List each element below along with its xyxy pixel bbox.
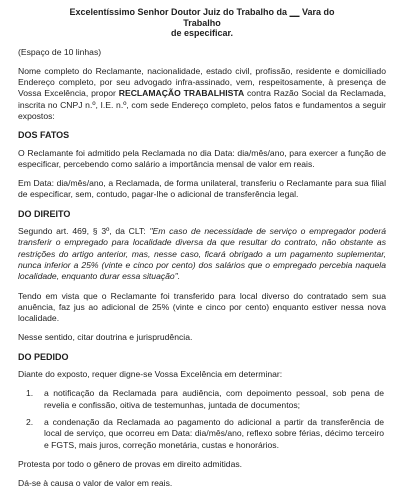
header-line1-prefix: Excelentíssimo Senhor Doutor Juiz do Trabalho da: [69, 7, 290, 17]
law-paragraph-1: [18, 226, 386, 282]
section-title-law: DO DIREITO: [18, 208, 71, 219]
law-paragraph-3: Nesse sentido, citar doutrina e jurisprudência.: [18, 332, 193, 343]
space-note: (Espaço de 10 linhas): [18, 46, 102, 57]
facts-paragraph-2: Em Data: dia/mês/ano, a Reclamada, de forma unilateral, transferiu o Reclamante para sua filial de especificar, sem, contudo, pagar-lhe o adicional de transferência legal.: [18, 178, 386, 200]
request-list: [18, 388, 386, 450]
list-item-number: 1.: [26, 388, 34, 399]
header-line2: de especificar.: [170, 28, 234, 38]
document-header: [18, 7, 386, 39]
header-line1-suffix: Vara do Trabalho: [183, 7, 335, 28]
intro-text-2: contra Razão Social da Reclamada, inscrita no CNPJ n.º, I.E. n.º, com sede Endereço completo, pelos fatos e fundamentos a seguir expostos:: [18, 88, 386, 121]
list-item-text: a notificação da Reclamada para audiência, com depoimento pessoal, sob pena de revelia e confissão, oitiva de testemunhas, juntada de documentos;: [44, 388, 384, 410]
list-item-text: a condenação da Reclamada ao pagamento do adicional a partir da transferência de local de serviço, que ocorreu em Data: dia/mês/ano, reflexo sobre férias, décimo terceiro e FGTS, mais juros, correção monetária, custas e honorários.: [44, 416, 384, 450]
list-item-number: 2.: [26, 416, 34, 427]
law-lead: Segundo art. 469, § 3º, da CLT:: [18, 226, 150, 237]
intro-bold-title: RECLAMAÇÃO TRABALHISTA: [118, 88, 245, 99]
request-value: Dá-se à causa o valor de valor em reais.: [18, 478, 173, 489]
law-paragraph-2: Tendo em vista que o Reclamante foi transferido para local diverso do contratado sem sua anuência, faz jus ao adicional de 25% (vinte e cinco por cento) enquanto estiver nessa nova localidade.: [18, 290, 386, 324]
facts-paragraph-1: O Reclamante foi admitido pela Reclamada no dia Data: dia/mês/ano, para exercer a função de especificar, percebendo como salário a importância mensal de valor em reais.: [18, 147, 386, 169]
law-quote: "Em caso de necessidade de serviço o empregador poderá transferir o empregado para localidade diversa da que resultar do contrato, não obstante as restrições do artigo anterior, mas, nesse caso, ficará obrigado a um pagamento suplementar, nunca inferior a 25% (vinte e cinco por cento) dos salários que o empregado percebia naquela localidade, enquanto durar essa situação".: [18, 226, 386, 282]
intro-paragraph: [18, 66, 386, 122]
request-proof: Protesta por todo o gênero de provas em direito admitidas.: [18, 458, 243, 469]
list-item: [18, 417, 386, 451]
header-blank: __: [289, 7, 300, 17]
intro-text-1: Nome completo do Reclamante, nacionalidade, estado civil, profissão, residente e domiciliado Endereço completo, por seu advogado infra-assinado, vem, respeitosamente, à presença de Vossa Excelência, propor: [18, 65, 386, 99]
section-title-facts: DOS FATOS: [18, 130, 70, 141]
section-title-request: DO PEDIDO: [18, 351, 69, 362]
request-intro: Diante do exposto, requer digne-se Vossa Excelência em determinar:: [18, 369, 283, 380]
list-item: [18, 388, 386, 411]
